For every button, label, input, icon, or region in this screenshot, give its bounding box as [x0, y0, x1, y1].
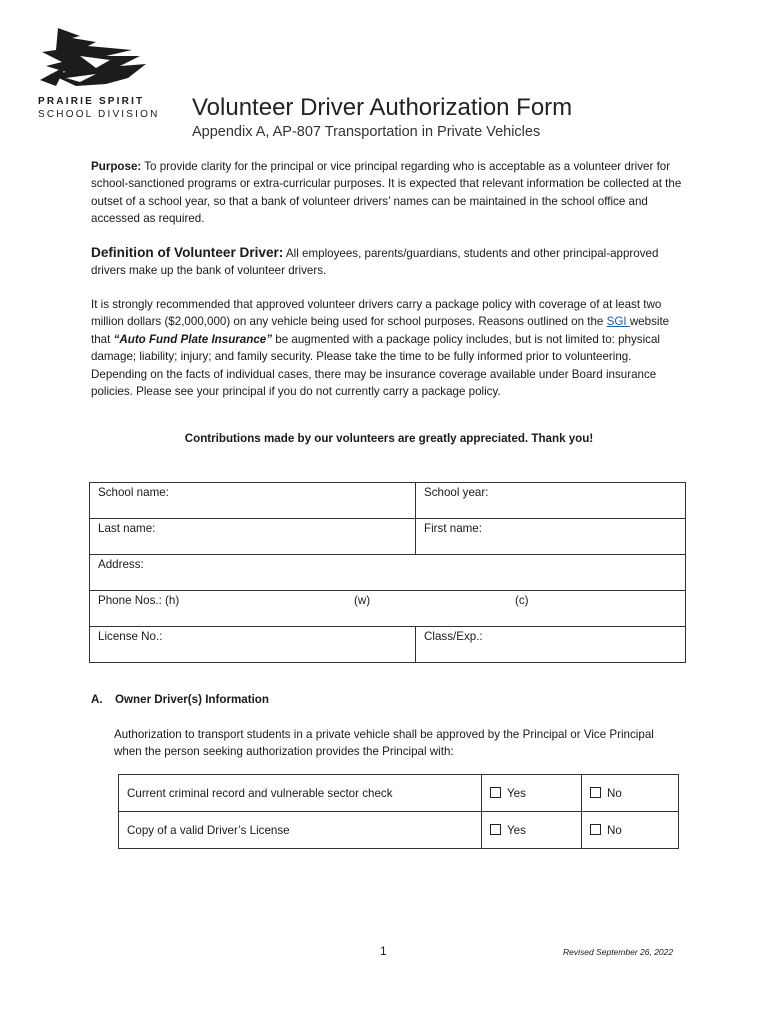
bird-logo-icon [36, 26, 148, 88]
definition-label: Definition of Volunteer Driver: [91, 245, 284, 260]
no-label: No [607, 823, 622, 837]
section-a-title: Owner Driver(s) Information [115, 693, 269, 706]
drivers-license-no-checkbox[interactable] [582, 812, 679, 849]
section-a-heading [91, 693, 269, 706]
form-title: Volunteer Driver Authorization Form [192, 94, 573, 121]
page-number: 1 [380, 944, 387, 958]
checklist-item-criminal-record: Current criminal record and vulnerable sector check [119, 775, 482, 812]
license-number-field[interactable]: License No.: [90, 627, 416, 663]
criminal-record-no-checkbox[interactable] [582, 775, 679, 812]
checklist-row [119, 812, 679, 849]
criminal-record-yes-checkbox[interactable] [482, 775, 582, 812]
last-name-field[interactable]: Last name: [90, 519, 416, 555]
yes-label: Yes [507, 823, 526, 837]
checkbox-icon[interactable] [490, 824, 501, 835]
sgi-link[interactable]: SGI [606, 315, 630, 329]
purpose-label: Purpose: [91, 160, 142, 173]
school-division-logo [36, 26, 148, 88]
purpose-text: To provide clarity for the principal or vice principal regarding who is acceptable as a volunteer driver for school-sanctioned programs or extra-curricular purposes. It is expected that relevant information be collected at the outset of a school year, so that a bank of volunteer drivers’ names can be maintained in the school office and accessed as required. [91, 160, 682, 226]
school-name-field[interactable]: School name: [90, 483, 416, 519]
reco-text-2: website that [91, 315, 670, 346]
reco-text-3: be augmented with a package policy includes, but is not limited to: physical damage; liability; injury; and family security. Please take the time to be fully informed prior to volunteering. Depending on the facts of individual cases, there may be insurance coverage available under Board insurance policies. Please see your principal if you do not currently carry a package policy. [91, 332, 660, 399]
driver-info-table [89, 482, 686, 663]
class-exp-field[interactable]: Class/Exp.: [416, 627, 686, 663]
section-a-letter: A. [91, 693, 103, 706]
authorization-intro: Authorization to transport students in a private vehicle shall be approved by the Principal or Vice Principal when the person seeking authorization provides the Principal with: [114, 728, 654, 759]
phone-home-label: Phone Nos.: (h) [98, 594, 180, 607]
thanks-message: Contributions made by our volunteers are greatly appreciated. Thank you! [184, 432, 594, 445]
first-name-field[interactable]: First name: [416, 519, 686, 555]
logo-name-line2: SCHOOL DIVISION [38, 109, 160, 120]
drivers-license-yes-checkbox[interactable] [482, 812, 582, 849]
checklist-row [119, 775, 679, 812]
checkbox-icon[interactable] [590, 787, 601, 798]
purpose-paragraph [91, 158, 687, 228]
logo-name-line1: PRAIRIE SPIRIT [38, 96, 145, 107]
address-field[interactable]: Address: [90, 555, 686, 591]
reco-emphasis: “Auto Fund Plate Insurance” [113, 332, 273, 346]
school-year-field[interactable]: School year: [416, 483, 686, 519]
checklist-item-drivers-license: Copy of a valid Driver’s License [119, 812, 482, 849]
checkbox-icon[interactable] [490, 787, 501, 798]
definition-paragraph [91, 244, 687, 280]
insurance-recommendation-paragraph [91, 296, 687, 400]
phone-numbers-field[interactable] [90, 591, 686, 627]
yes-label: Yes [507, 786, 526, 800]
phone-work-label: (w) [354, 594, 371, 607]
checkbox-icon[interactable] [590, 824, 601, 835]
form-subtitle: Appendix A, AP-807 Transportation in Private Vehicles [192, 124, 541, 140]
revision-date: Revised September 26, 2022 [563, 947, 674, 957]
definition-text: All employees, parents/guardians, students and other principal-approved drivers make up the bank of volunteer drivers. [91, 247, 659, 278]
reco-text-1: It is strongly recommended that approved volunteer drivers carry a package policy with coverage of at least two million dollars ($2,000,000) on any vehicle being used for school purposes. Reasons outlined on the [91, 298, 662, 329]
phone-cell-label: (c) [515, 594, 529, 607]
no-label: No [607, 786, 622, 800]
requirements-checklist [118, 774, 679, 849]
